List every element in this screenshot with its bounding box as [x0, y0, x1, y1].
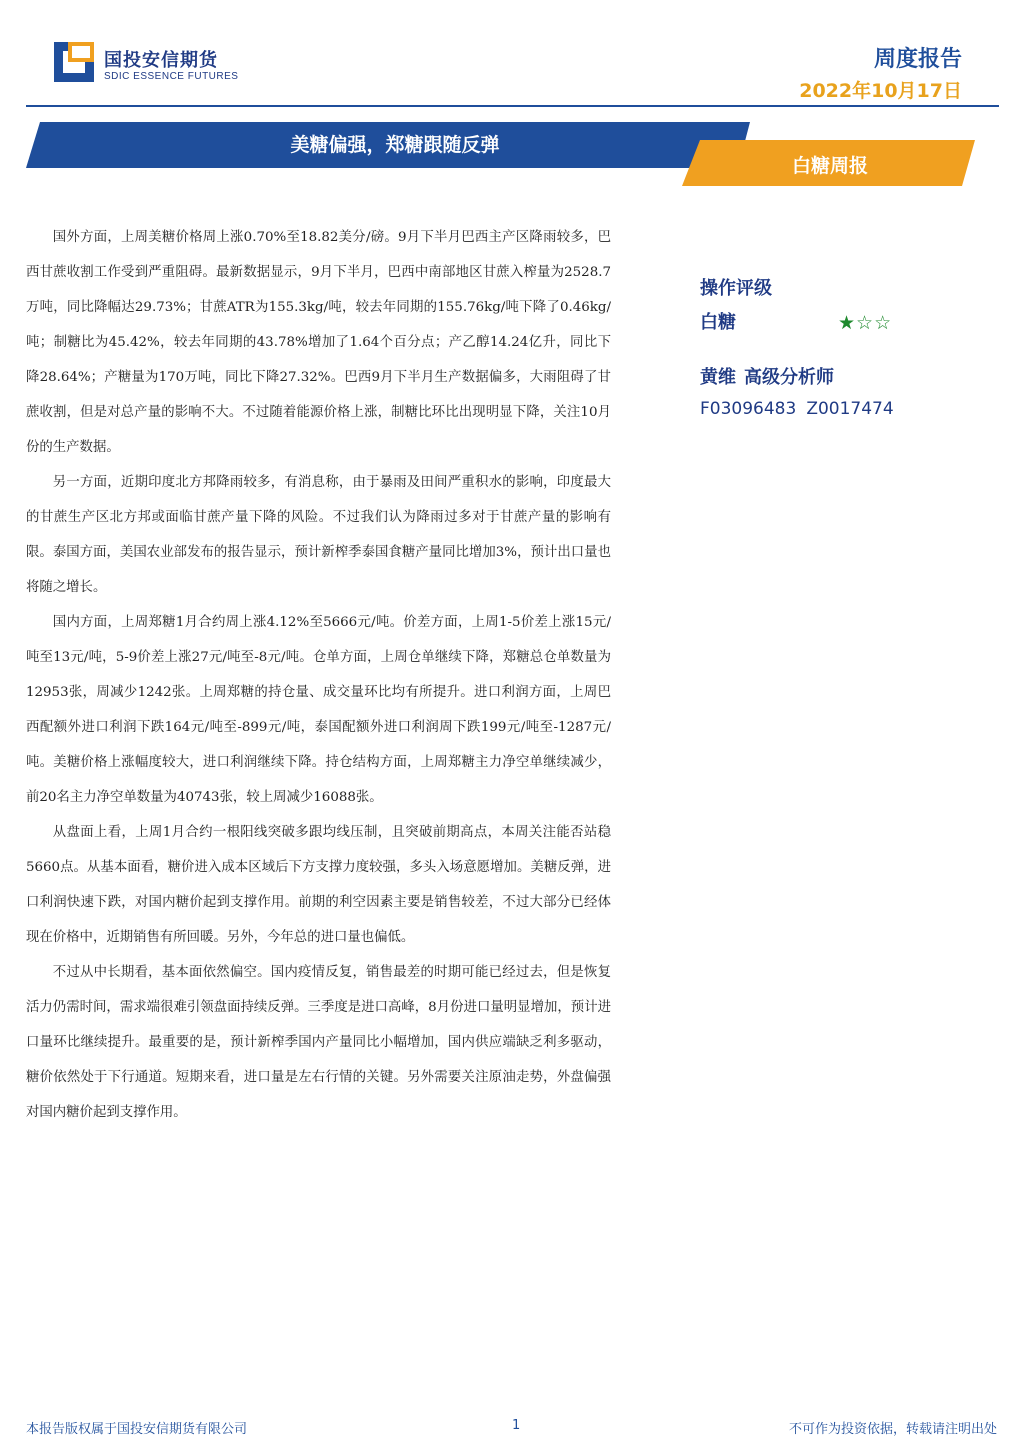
report-category-tag: 白糖周报 — [791, 155, 868, 177]
footer-disclaimer: 不可作为投资依据，转载请注明出处 — [788, 1422, 997, 1437]
report-title: 美糖偏强，郑糖跟随反弹 — [290, 134, 500, 156]
footer-copyright: 本报告版权属于国投安信期货有限公司 — [26, 1422, 248, 1437]
license-number: Z0017474 — [806, 399, 894, 419]
analyst-info — [700, 362, 960, 394]
rating-heading: 操作评级 — [700, 278, 772, 299]
logo-chinese-name: 国投安信期货 — [104, 50, 218, 71]
page-footer — [26, 1418, 997, 1438]
analyst-name: 黄维 — [700, 367, 736, 388]
analyst-licenses — [700, 394, 960, 424]
logo-english-name: SDIC ESSENCE FUTURES — [104, 71, 239, 82]
page-number: 1 — [512, 1418, 521, 1433]
body-paragraph: 国外方面，上周美糖价格周上涨0.70%至18.82美分/磅。9月下半月巴西主产区降雨较多，巴西甘蔗收割工作受到严重阻碍。最新数据显示，9月下半月，巴西中南部地区甘蔗入榨量为2528.7万吨，同比降幅达29.73%；甘蔗ATR为155.3kg/吨，较去年同期的155.76kg/吨下降了0.46kg/吨；制糖比为45.42%，较去年同期的43.78%增加了1.64个百分点；产乙醇14.24亿升，同比下降28.64%；产糖量为170万吨，同比下降27.32%。巴西9月下半月生产数据偏多，大雨阻碍了甘蔗收割，但是对总产量的影响不大。不过随着能源价格上涨，制糖比环比出现明显下降，关注10月份的生产数据。 — [26, 230, 611, 455]
rating-item-label: 白糖 — [700, 312, 736, 333]
report-type: 周度报告 — [873, 47, 962, 72]
report-date: 2022年10月17日 — [799, 80, 962, 102]
analyst-title: 高级分析师 — [744, 367, 834, 388]
license-number: F03096483 — [700, 399, 797, 419]
rating-row — [700, 306, 960, 340]
body-paragraph: 从盘面上看，上周1月合约一根阳线突破多跟均线压制，且突破前期高点，本周关注能否站稳5660点。从基本面看，糖价进入成本区域后下方支撑力度较强，多头入场意愿增加。美糖反弹，进口利润快速下跌，对国内糖价起到支撑作用。前期的利空因素主要是销售较差，不过大部分已经体现在价格中，近期销售有所回暖。另外，今年总的进口量也偏低。 — [26, 825, 611, 945]
body-paragraph: 国内方面，上周郑糖1月合约周上涨4.12%至5666元/吨。价差方面，上周1-5价差上涨15元/吨至13元/吨，5-9价差上涨27元/吨至-8元/吨。仓单方面，上周仓单继续下降，郑糖总仓单数量为12953张，周减少1242张。上周郑糖的持仓量、成交量环比均有所提升。进口利润方面，上周巴西配额外进口利润下跌164元/吨至-899元/吨，泰国配额外进口利润周下跌199元/吨至-1287元/吨。美糖价格上涨幅度较大，进口利润继续下降。持仓结构方面，上周郑糖主力净空单继续减少，前20名主力净空单数量为40743张，较上周减少16088张。 — [26, 615, 611, 805]
body-paragraph: 另一方面，近期印度北方邦降雨较多，有消息称，由于暴雨及田间严重积水的影响，印度最大的甘蔗生产区北方邦或面临甘蔗产量下降的风险。不过我们认为降雨过多对于甘蔗产量的影响有限。泰国方面，美国农业部发布的报告显示，预计新榨季泰国食糖产量同比增加3%，预计出口量也将随之增长。 — [26, 475, 611, 595]
body-paragraph: 不过从中长期看，基本面依然偏空。国内疫情反复，销售最差的时期可能已经过去，但是恢复活力仍需时间，需求端很难引领盘面持续反弹。三季度是进口高峰，8月份进口量明显增加，预计进口量环比继续提升。最重要的是，预计新榨季国内产量同比小幅增加，国内供应端缺乏利多驱动，糖价依然处于下行通道。短期来看，进口量是左右行情的关键。另外需要关注原油走势，外盘偏强对国内糖价起到支撑作用。 — [26, 965, 611, 1120]
report-body — [26, 220, 611, 1130]
sidebar-panel — [700, 272, 960, 424]
rating-stars-icon: ★☆☆ — [838, 312, 893, 334]
